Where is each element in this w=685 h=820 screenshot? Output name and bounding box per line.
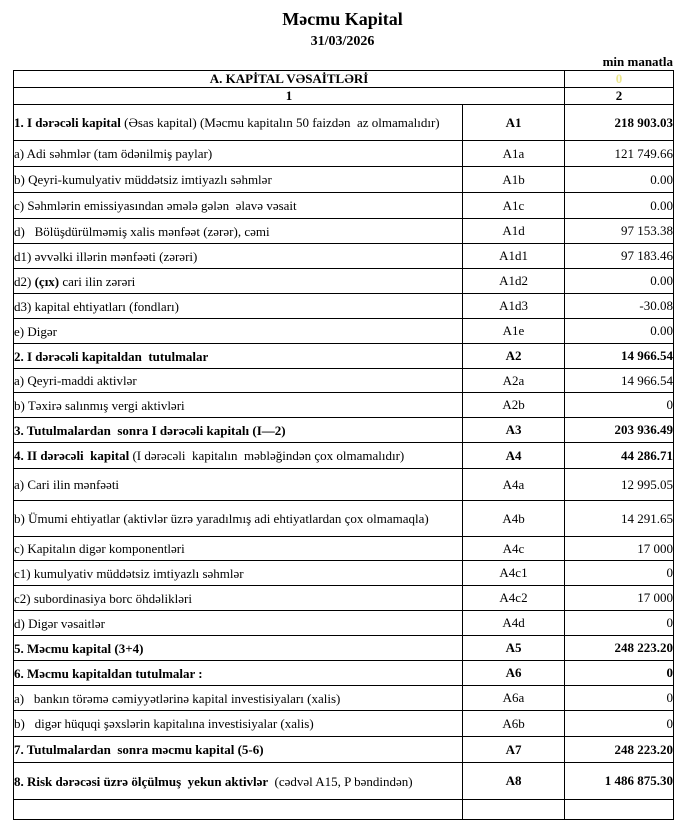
label-text: b) Ümumi ehtiyatlar (aktivlər üzrə yaradılmış adi ehtiyatlardan çox olmamaqla) bbox=[14, 511, 429, 526]
row-value: 97 153.38 bbox=[565, 219, 674, 244]
row-value: 14 291.65 bbox=[565, 501, 674, 537]
label-text-bold: (çıx) bbox=[34, 273, 60, 289]
row-code: A6 bbox=[463, 661, 565, 686]
row-label bbox=[14, 344, 463, 369]
row-label bbox=[14, 219, 463, 244]
row-A1e bbox=[14, 319, 674, 344]
row-code: A1 bbox=[463, 105, 565, 141]
row-code: A1b bbox=[463, 167, 565, 193]
label-text-bold: 6. Məcmu kapitaldan tutulmalar : bbox=[14, 665, 203, 681]
row-A2b bbox=[14, 393, 674, 418]
row-A1a bbox=[14, 141, 674, 167]
row-label bbox=[14, 800, 463, 820]
row-A2 bbox=[14, 344, 674, 369]
row-label bbox=[14, 737, 463, 763]
row-label bbox=[14, 418, 463, 443]
row-value: 17 000 bbox=[565, 537, 674, 561]
row-label bbox=[14, 294, 463, 319]
row-code: A4c2 bbox=[463, 586, 565, 611]
row-value: -30.08 bbox=[565, 294, 674, 319]
label-text: c2) subordinasiya borc öhdəlikləri bbox=[14, 590, 192, 606]
row-label bbox=[14, 105, 463, 141]
row-code: A1c bbox=[463, 193, 565, 219]
row-code: A1d2 bbox=[463, 269, 565, 294]
label-text-bold: 3. Tutulmalardan sonra I dərəcəli kapitalı (I—2) bbox=[14, 422, 286, 438]
row-A4 bbox=[14, 443, 674, 469]
label-text: cari ilin zərəri bbox=[59, 273, 136, 289]
row-code: A4a bbox=[463, 469, 565, 501]
page-title: Məcmu Kapital bbox=[282, 9, 403, 29]
row-A5 bbox=[14, 636, 674, 661]
label-text-bold: 4. II dərəcəli kapital bbox=[14, 448, 133, 463]
label-text: a) Cari ilin mənfəəti bbox=[14, 477, 120, 492]
row-label bbox=[14, 269, 463, 294]
row-value: 0 bbox=[565, 661, 674, 686]
row-value: 203 936.49 bbox=[565, 418, 674, 443]
row-code: A4d bbox=[463, 611, 565, 636]
row-value: 0 bbox=[565, 686, 674, 711]
label-text: e) Digər bbox=[14, 323, 57, 339]
row-label bbox=[14, 443, 463, 469]
row-code: A6b bbox=[463, 711, 565, 737]
row-label bbox=[14, 369, 463, 393]
label-text: (I dərəcəli kapitalın məbləğindən çox olmamalıdır) bbox=[132, 448, 405, 463]
row-label bbox=[14, 501, 463, 537]
capital-table bbox=[13, 70, 674, 820]
label-text: b) Qeyri-kumulyativ müddətsiz imtiyazlı səhmlər bbox=[14, 172, 272, 187]
label-text-bold: 7. Tutulmalardan sonra məcmu kapital (5-6) bbox=[14, 742, 264, 757]
row-A1d3 bbox=[14, 294, 674, 319]
row-code: A1a bbox=[463, 141, 565, 167]
label-text: a) Qeyri-maddi aktivlər bbox=[14, 373, 137, 388]
label-text: b) Təxirə salınmış vergi aktivləri bbox=[14, 397, 185, 413]
label-text: c) Səhmlərin emissiyasından əmələ gələn əlavə vəsait bbox=[14, 198, 297, 213]
label-text: d) Digər vəsaitlər bbox=[14, 615, 105, 631]
label-text: a) Adi səhmlər (tam ödənilmiş paylar) bbox=[14, 146, 213, 161]
row-label bbox=[14, 561, 463, 586]
row-A1c bbox=[14, 193, 674, 219]
row-value: 248 223.20 bbox=[565, 737, 674, 763]
label-text: d3) kapital ehtiyatları (fondları) bbox=[14, 298, 179, 314]
row-code: A1d3 bbox=[463, 294, 565, 319]
row-A1b bbox=[14, 167, 674, 193]
row-code: A3 bbox=[463, 418, 565, 443]
row-value: 0.00 bbox=[565, 319, 674, 344]
row-value: 0 bbox=[565, 393, 674, 418]
row-blank bbox=[14, 800, 674, 820]
section-header-value: 0 bbox=[565, 71, 674, 88]
row-value: 0.00 bbox=[565, 193, 674, 219]
row-A4c bbox=[14, 537, 674, 561]
row-code: A1d bbox=[463, 219, 565, 244]
row-code: A4 bbox=[463, 443, 565, 469]
row-A4a bbox=[14, 469, 674, 501]
row-value: 1 486 875.30 bbox=[565, 763, 674, 800]
row-label bbox=[14, 711, 463, 737]
row-value: 248 223.20 bbox=[565, 636, 674, 661]
label-text: a) bankın törəmə cəmiyyətlərinə kapital investisiyaları (xalis) bbox=[14, 690, 341, 706]
row-code: A5 bbox=[463, 636, 565, 661]
label-text: b) digər hüquqi şəxslərin kapitalına investisiyalar (xalis) bbox=[14, 716, 314, 731]
row-label bbox=[14, 244, 463, 269]
row-code: A2a bbox=[463, 369, 565, 393]
row-A1d bbox=[14, 219, 674, 244]
row-A4c1 bbox=[14, 561, 674, 586]
row-value: 12 995.05 bbox=[565, 469, 674, 501]
row-label bbox=[14, 686, 463, 711]
row-label bbox=[14, 763, 463, 800]
row-A1d2 bbox=[14, 269, 674, 294]
row-value: 0 bbox=[565, 711, 674, 737]
row-A4c2 bbox=[14, 586, 674, 611]
row-value: 218 903.03 bbox=[565, 105, 674, 141]
row-label bbox=[14, 611, 463, 636]
row-code: A2b bbox=[463, 393, 565, 418]
row-code: A6a bbox=[463, 686, 565, 711]
row-label bbox=[14, 167, 463, 193]
row-value: 14 966.54 bbox=[565, 369, 674, 393]
label-text-bold: 5. Məcmu kapital (3+4) bbox=[14, 640, 144, 656]
row-value: 0 bbox=[565, 611, 674, 636]
row-label bbox=[14, 193, 463, 219]
row-A6b bbox=[14, 711, 674, 737]
row-value: 44 286.71 bbox=[565, 443, 674, 469]
row-label bbox=[14, 636, 463, 661]
row-A1 bbox=[14, 105, 674, 141]
label-text: (Əsas kapital) (Məcmu kapitalın 50 faizdən az olmamalıdır) bbox=[124, 115, 440, 130]
label-text: d) Bölüşdürülməmiş xalis mənfəət (zərər), cəmi bbox=[14, 223, 270, 239]
row-value: 0 bbox=[565, 561, 674, 586]
unit-note: min manatla bbox=[602, 54, 673, 69]
row-value: 0.00 bbox=[565, 269, 674, 294]
row-code: A7 bbox=[463, 737, 565, 763]
row-label bbox=[14, 141, 463, 167]
row-code bbox=[463, 800, 565, 820]
section-title: A. KAPİTAL VƏSAİTLƏRİ bbox=[14, 71, 565, 88]
row-value: 121 749.66 bbox=[565, 141, 674, 167]
row-A1d1 bbox=[14, 244, 674, 269]
row-A4d bbox=[14, 611, 674, 636]
label-text-bold: 2. I dərəcəli kapitaldan tutulmalar bbox=[14, 348, 209, 364]
report-date: 31/03/2026 bbox=[310, 34, 375, 49]
row-code: A1e bbox=[463, 319, 565, 344]
capital-table-body bbox=[14, 105, 674, 820]
row-A2a bbox=[14, 369, 674, 393]
row-A3 bbox=[14, 418, 674, 443]
column-number-left: 1 bbox=[14, 88, 565, 105]
row-value: 0.00 bbox=[565, 167, 674, 193]
row-A6 bbox=[14, 661, 674, 686]
row-A7 bbox=[14, 737, 674, 763]
label-text-bold: 8. Risk dərəcəsi üzrə ölçülmuş yekun aktivlər bbox=[14, 773, 275, 789]
row-A8 bbox=[14, 763, 674, 800]
row-value: 17 000 bbox=[565, 586, 674, 611]
row-A6a bbox=[14, 686, 674, 711]
label-text: c) Kapitalın digər komponentləri bbox=[14, 541, 185, 556]
row-label bbox=[14, 319, 463, 344]
label-text-bold: 1. I dərəcəli kapital bbox=[14, 115, 125, 130]
section-header-row bbox=[14, 71, 674, 88]
label-text: d2) bbox=[14, 273, 35, 289]
row-code: A4b bbox=[463, 501, 565, 537]
column-number-row bbox=[14, 88, 674, 105]
row-label bbox=[14, 586, 463, 611]
label-text: c1) kumulyativ müddətsiz imtiyazlı səhmlər bbox=[14, 565, 244, 581]
row-label bbox=[14, 661, 463, 686]
label-text: (cədvəl A15, P bəndindən) bbox=[274, 773, 413, 789]
row-code: A4c1 bbox=[463, 561, 565, 586]
row-code: A2 bbox=[463, 344, 565, 369]
row-value: 97 183.46 bbox=[565, 244, 674, 269]
row-value bbox=[565, 800, 674, 820]
row-label bbox=[14, 537, 463, 561]
row-label bbox=[14, 393, 463, 418]
row-label bbox=[14, 469, 463, 501]
row-code: A8 bbox=[463, 763, 565, 800]
label-text: d1) əvvəlki illərin mənfəəti (zərəri) bbox=[14, 248, 198, 264]
column-number-right: 2 bbox=[565, 88, 674, 105]
row-A4b bbox=[14, 501, 674, 537]
row-code: A4c bbox=[463, 537, 565, 561]
row-value: 14 966.54 bbox=[565, 344, 674, 369]
row-code: A1d1 bbox=[463, 244, 565, 269]
